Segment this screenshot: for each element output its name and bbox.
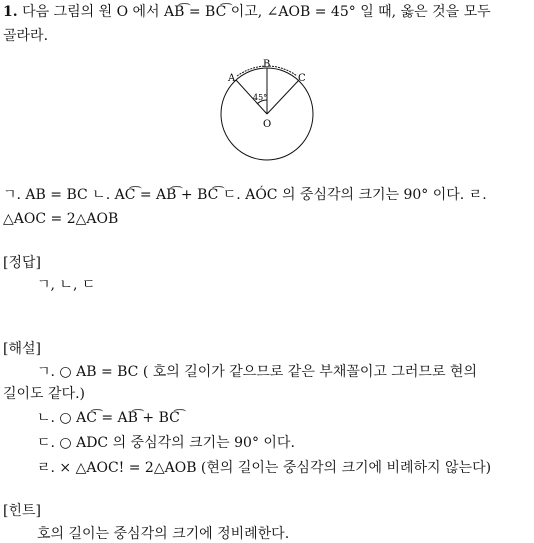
label-b: B [263,59,271,70]
explanation-line-2: 길이도 같다.) [3,386,85,402]
hint-text: 호의 길이는 중심각의 크기에 정비례한다. [37,526,290,542]
label-c: C [298,73,306,84]
explanation-header: [해설] [3,341,41,357]
choices-line-1: ㄱ. AB = BC ㄴ. AC͡ = AB͡ + BC͡ ㄷ. AÓC 의 중심각의 크기는 90° 이다. ㄹ. [3,187,487,203]
label-o: O [263,119,272,130]
answer-header: [정답] [3,255,41,271]
explanation-line-5: ㄹ. × △AOC! = 2△AOB (현의 길이는 중심각의 크기에 비례하지 않는다) [37,460,492,476]
radius-oc [267,80,299,114]
question-line-2: 골라라. [3,28,49,44]
hint-header: [힌트] [3,503,41,519]
explanation-line-4: ㄷ. ○ ADC 의 중심각의 크기는 90° 이다. [37,435,295,451]
angle-label: 45° [253,93,268,102]
question-text: 다음 그림의 원 O 에서 AB͡ = BC͡ 이고, ∠AOB = 45° 일 때, 옳은 것을 모두 [22,4,491,20]
explanation-line-1: ㄱ. ○ AB = BC ( 호의 길이가 같으므로 같은 부채꼴이고 그러므로 현의 [37,364,477,380]
explanation-line-3: ㄴ. ○ AC͡ = AB͡ + BC͡ [37,410,180,426]
choices-line-2: △AOC = 2△AOB [3,211,119,227]
question-number: 1. [3,4,18,20]
circle-figure [0,0,534,200]
answer-value: ㄱ, ㄴ, ㄷ [37,277,96,293]
label-a: A [228,73,236,84]
